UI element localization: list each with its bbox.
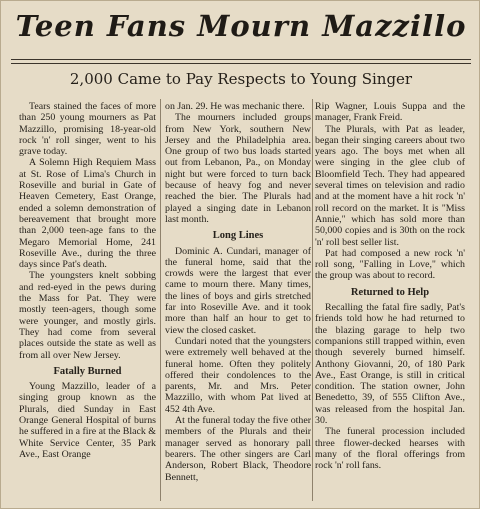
- section-heading: Returned to Help: [350, 286, 430, 298]
- paragraph: on Jan. 29. He was mechanic there.: [165, 101, 305, 112]
- section-heading: Long Lines: [212, 230, 264, 242]
- paragraph: The funeral procession included three flower-decked hearses with many of the floral offerings from rock 'n' roll fans.: [315, 426, 465, 472]
- headline: Teen Fans Mourn Mazzillo: [15, 9, 467, 43]
- paragraph: Cundari noted that the youngsters were extremely well behaved at the funeral home. Often they politely offered their condolences to the parents, Mr. and Mrs. Peter Mazzillo, with whom Pat lived at 452 4th Ave.: [165, 335, 311, 415]
- paragraph: Young Mazzillo, leader of a singing group known as the Plurals, died Sunday in East Orange General Hospital of burns he suffered in a fire at the Black & White Service Center, 35 Park Ave., East Orange: [19, 381, 156, 460]
- paragraph: Pat had composed a new rock 'n' roll song, "Falling in Love," which the group was about to record.: [315, 247, 465, 282]
- paragraph: The Plurals, with Pat as leader, began their singing careers about two years ago. The boys met when all were singing in the glee club of Bloomfield Tech. They had appeared several times on television and radio and at the moment have a hit rock 'n' roll record on the market. It is "Miss Annie," which has sold more than 50,000 copies and is 30th on the rock 'n' roll best seller list.: [315, 123, 465, 248]
- paragraph: At the funeral today the five other members of the Plurals and their manager served as honorary pall bearers. The other singers are Carl Anderson, Robert Black, Theodore Bennett,: [165, 415, 311, 483]
- paragraph: Rip Wagner, Louis Suppa and the manager, Frank Freid.: [315, 101, 465, 124]
- headline-rule-bottom: [11, 63, 471, 64]
- section-heading: Fatally Burned: [53, 365, 122, 377]
- column-3: [315, 101, 465, 472]
- headline-rule-top: [11, 59, 471, 60]
- column-1: [19, 101, 156, 460]
- paragraph: The mourners included groups from New York, southern New Jersey and the Philadelphia area. One group of two bus loads started out from Lebanon, Pa., on Monday night but were forced to turn back because of heavy fog and never reached the bier. The Plurals had played a singing date in Lebanon last month.: [165, 112, 311, 225]
- subheadline: 2,000 Came to Pay Respects to Young Singer: [69, 70, 413, 88]
- paragraph: Tears stained the faces of more than 250 young mourners as Pat Mazzillo, promising 18-year-old rock 'n' roll singer, went to his grave today.: [19, 101, 156, 158]
- column-divider: [312, 99, 313, 501]
- paragraph: A Solemn High Requiem Mass at St. Rose of Lima's Church in Roseville and burial in Gate of Heaven Cemetery, East Orange, ended a solemn demonstration of bereavement that brought more than 2,000 teen-age fans to the Megaro Memorial Home, 241 Roseville Ave., during the three days since Pat's death.: [19, 157, 156, 271]
- paragraph: The youngsters knelt sobbing and red-eyed in the pews during the Mass for Pat. They were mostly teen-agers, though some were younger, and mostly girls. They had come from several places outside the state as well as from all over New Jersey.: [19, 270, 156, 361]
- paragraph: Recalling the fatal fire sadly, Pat's friends told how he had returned to the blazing garage to help two companions still trapped within, even though severely burned himself. Anthony Giovanni, 20, of 180 Park Ave., East Orange, is still in critical condition. The station owner, John Benedetto, 39, of 555 Clifton Ave., was released from the hospital Jan. 30.: [315, 302, 465, 427]
- column-divider: [160, 99, 161, 501]
- column-2: [165, 101, 311, 483]
- paragraph: Dominic A. Cundari, manager of the funeral home, said that the crowds were the largest that ever came to mourn there. Many times, the lines of boys and girls stretched far into Roseville Ave. and it took more than half an hour to get to view the closed casket.: [165, 245, 311, 336]
